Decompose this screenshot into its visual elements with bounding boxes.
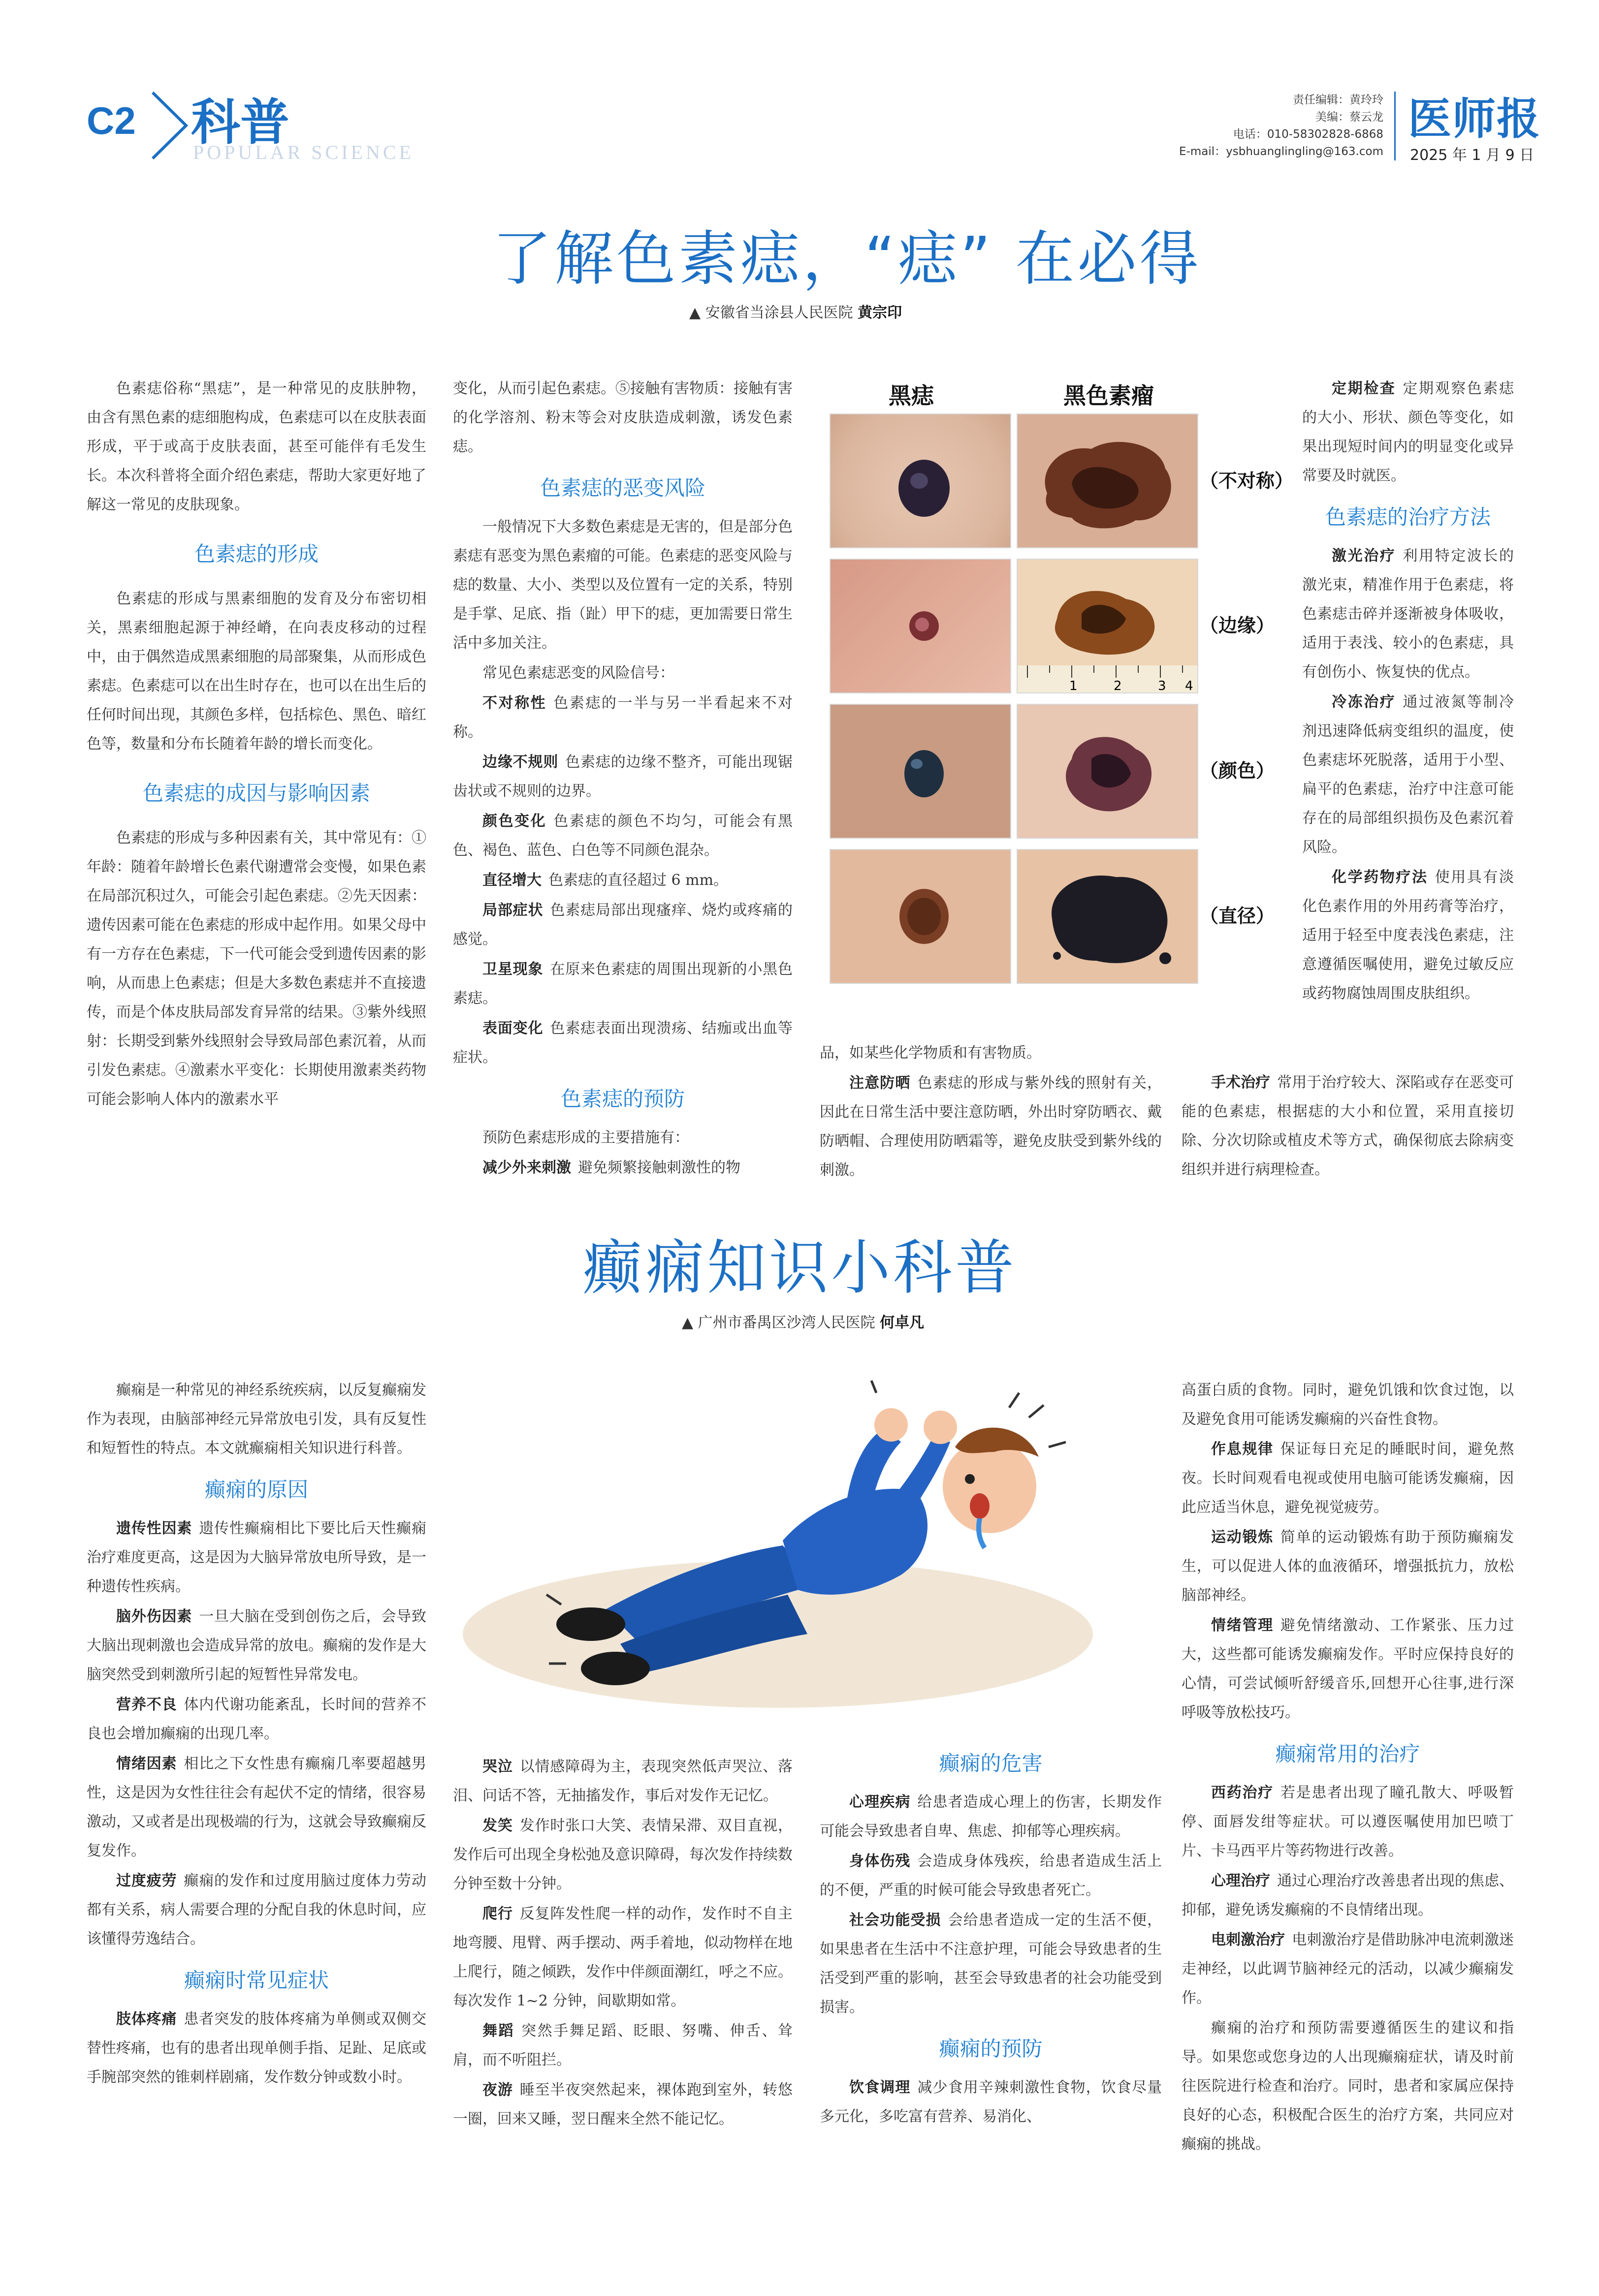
article1-column-1 xyxy=(87,374,426,1115)
article1-column-3 xyxy=(820,1038,1162,1186)
keyword-text: 色素痣的直径超过 6 mm。 xyxy=(548,872,729,889)
keyword: 心理治疗 xyxy=(1211,1872,1271,1889)
keyword-text: 睡至半夜突然起来，裸体跑到室外，转悠一圈，回来又睡，翌日醒来全然不能记忆。 xyxy=(453,2081,793,2128)
keyword-text: 避免情绪激动、工作紧张、压力过大，这些都可能诱发癫痫发作。平时应保持良好的心情，可尝试倾听舒缓音乐,回想开心往事,进行深呼吸等放松技巧。 xyxy=(1182,1617,1514,1721)
paragraph xyxy=(1302,688,1514,862)
keyword-text: 保证每日充足的睡眠时间，避免熬夜。长时间观看电视或使用电脑可能诱发癫痫，因此应适当休息，避免视觉疲劳。 xyxy=(1182,1441,1514,1516)
keyword: 激光治疗 xyxy=(1332,547,1396,565)
keyword-text: 简单的运动锻炼有助于预防癫痫发生，可以促进人体的血液循环，增强抵抗力，放松脑部神经。 xyxy=(1182,1529,1514,1604)
section-subtitle: POPULAR SCIENCE xyxy=(193,141,414,163)
article-title: 了解色素痣，“痣” 在必得 xyxy=(492,225,1202,293)
paragraph xyxy=(453,2076,793,2134)
paragraph xyxy=(1182,1925,1514,2013)
melanoma-photo xyxy=(1017,559,1198,693)
section-heading: 色素痣的治疗方法 xyxy=(1325,505,1491,529)
keyword: 夜游 xyxy=(482,2081,513,2099)
keyword-text: 若是患者出现了瞳孔散大、呼吸暂停、面唇发绀等症状。可以遵医嘱使用加巴喷丁片、卡马西平片等药物进行改善。 xyxy=(1182,1784,1514,1859)
paragraph: 色素痣俗称“黑痣”，是一种常见的皮肤肿物，由含有黑色素的痣细胞构成，色素痣可以在皮肤表面形成，平于或高于皮肤表面，甚至可能伴有毛发生长。本次科普将全面介绍色素痣，帮助大家更好地了解这一常见的皮肤现象。 xyxy=(87,380,426,513)
keyword-text: 会给患者造成一定的生活不便，如果患者在生活中不注意护理，可能会导致患者的生活受到严重的影响，甚至会导致患者的社会功能受到损害。 xyxy=(820,1912,1162,2016)
risk-sign xyxy=(453,807,793,865)
paper-logo: 医师报 xyxy=(1408,94,1541,144)
keyword-text: 反复阵发性爬一样的动作，发作时不自主地弯腰、甩臂、两手摆动、两手着地，似动物样在地上爬行，随之倾跌，发作中伴颜面潮红，呼之不应。每次发作 1~2 分钟，间歇期如常。 xyxy=(453,1905,793,2010)
paragraph: 变化，从而引起色素痣。⑤接触有害物质：接触有害的化学溶剂、粉末等会对皮肤造成刺激，诱发色素痣。 xyxy=(453,380,793,455)
keyword-text: 以情感障碍为主，表现突然低声哭泣、落泪、问话不答，无抽搐发作，事后对发作无记忆。 xyxy=(453,1758,793,1804)
header-divider xyxy=(1394,92,1396,160)
paragraph xyxy=(820,1069,1162,1185)
ruler-number: 2 xyxy=(1114,679,1122,692)
paragraph xyxy=(1302,541,1514,687)
byline-author: 何卓凡 xyxy=(880,1314,925,1331)
keyword: 卫星现象 xyxy=(482,961,544,978)
keyword-text: 相比之下女性患有癫痫几率要超越男性，这是因为女性往往会有起伏不定的情绪，很容易激动，又或者是出现极端的行为，这就会导致癫痫反复发作。 xyxy=(87,1755,427,1859)
ruler-number: 3 xyxy=(1158,679,1166,692)
keyword-text: 发作时张口大笑、表情呆滞、双目直视，发作后可出现全身松弛及意识障碍，每次发作持续数分钟至数十分钟。 xyxy=(453,1817,793,1892)
keyword: 表面变化 xyxy=(482,1020,544,1037)
paragraph xyxy=(1302,374,1514,490)
paragraph xyxy=(1182,1068,1514,1184)
keyword: 作息规律 xyxy=(1211,1441,1274,1458)
article-byline xyxy=(682,1310,1026,1332)
melanoma-photo xyxy=(1017,849,1198,984)
keyword: 电刺激治疗 xyxy=(1211,1931,1285,1949)
page-code: C2 xyxy=(87,99,136,142)
paragraph xyxy=(820,2073,1162,2131)
figure-header-right: 黑色素瘤 xyxy=(1063,382,1154,409)
keyword-text: 给患者造成心理上的伤害，长期发作可能会导致患者自卑、焦虑、抑郁等心理疾病。 xyxy=(820,1793,1162,1840)
paragraph xyxy=(87,1690,426,1748)
paragraph xyxy=(453,1153,793,1182)
article-title: 癫痫知识小科普 xyxy=(583,1234,1017,1302)
section-heading: 癫痫常用的治疗 xyxy=(1275,1742,1420,1766)
keyword: 手术治疗 xyxy=(1211,1074,1271,1091)
keyword: 化学药物疗法 xyxy=(1332,869,1428,886)
section-heading: 癫痫的原因 xyxy=(204,1478,308,1502)
article1-column-4 xyxy=(1302,374,1514,1009)
melanoma-photo xyxy=(1017,413,1198,548)
paragraph xyxy=(453,1899,793,2015)
editor-line: 美编：蔡云龙 xyxy=(1315,111,1383,124)
keyword: 遗传性因素 xyxy=(116,1520,192,1537)
paragraph xyxy=(87,1866,426,1953)
melanoma-photo xyxy=(1017,704,1198,839)
paragraph xyxy=(1182,1866,1514,1924)
keyword: 心理疾病 xyxy=(849,1793,911,1811)
seizure-illustration xyxy=(443,1378,1167,1723)
keyword-text: 在原来色素痣的周围出现新的小黑色素痣。 xyxy=(453,961,793,1007)
keyword-text: 色素痣的一半与另一半看起来不对称。 xyxy=(453,694,793,741)
nevus-photo xyxy=(830,413,1011,548)
byline-org: ▲ 安徽省当涂县人民医院 xyxy=(689,304,853,321)
article-byline xyxy=(689,300,985,322)
paragraph: 预防色素痣形成的主要措施有： xyxy=(482,1129,689,1146)
paragraph xyxy=(820,1788,1162,1846)
keyword-text: 一旦大脑在受到创伤之后，会导致大脑出现刺激也会造成异常的放电。癫痫的发作是大脑突然受到刺激所引起的短暂性异常发电。 xyxy=(87,1608,427,1683)
risk-sign xyxy=(453,1014,793,1072)
paragraph xyxy=(820,1906,1162,2022)
paragraph: 色素痣的形成与多种因素有关，其中常见有：①年龄：随着年龄增长色素代谢遭常会变慢，如果色素在局部沉积过久，可能会引起色素痣。②先天因素：遗传因素可能在色素痣的形成中起作用。如果父母中有一方存在色素痣，下一代可能会受到遗传因素的影响，从而患上色素痣；但是大多数色素痣并不直接遗传，而是个体皮肤局部发育异常的结果。③紫外线照射：长期受到紫外线照射会导致局部色素沉着，从而引发色素痣。④激素水平变化：长期使用激素类药物可能会影响人体内的激素水平 xyxy=(87,829,426,1108)
keyword-text: 利用特定波长的激光束，精准作用于色素痣，将色素痣击碎并逐渐被身体吸收，适用于表浅、较小的色素痣，具有创伤小、恢复快的优点。 xyxy=(1302,547,1514,681)
keyword-text: 通过液氮等制冷剂迅速降低病变组织的温度，使色素痣坏死脱落，适用于小型、扁平的色素痣，治疗中注意可能存在的局部组织损伤及色素沉着风险。 xyxy=(1302,693,1514,856)
risk-sign xyxy=(453,896,793,954)
keyword-text: 色素痣局部出现瘙痒、烧灼或疼痛的感觉。 xyxy=(453,902,793,948)
paragraph xyxy=(87,1602,426,1689)
keyword-text: 色素痣表面出现溃疡、结痂或出血等症状。 xyxy=(453,1020,793,1066)
keyword: 发笑 xyxy=(482,1817,513,1834)
paragraph xyxy=(820,1847,1162,1905)
paragraph: 常见色素痣恶变的风险信号： xyxy=(482,664,674,682)
ruler-number: 1 xyxy=(1069,679,1078,692)
issue-date: 2025 年 1 月 9 日 xyxy=(1410,147,1535,164)
paragraph xyxy=(1182,1435,1514,1522)
article2-column-3 xyxy=(820,1742,1162,2132)
paragraph xyxy=(87,1749,426,1865)
keyword-text: 减少食用辛辣刺激性食物，饮食尽量多元化，多吃富有营养、易消化、 xyxy=(820,2079,1162,2125)
keyword: 注意防晒 xyxy=(849,1074,911,1092)
keyword: 边缘不规则 xyxy=(482,754,559,771)
keyword: 颜色变化 xyxy=(482,813,547,830)
row-caption: （边缘） xyxy=(1200,615,1275,636)
article2-column-2 xyxy=(453,1752,793,2135)
section-heading: 癫痫时常见症状 xyxy=(184,1968,329,1992)
risk-sign xyxy=(453,748,793,806)
keyword-text: 体内代谢功能紊乱，长时间的营养不良也会增加癫痫的出现几率。 xyxy=(87,1696,427,1742)
keyword: 运动锻炼 xyxy=(1211,1529,1274,1546)
keyword: 冷冻治疗 xyxy=(1332,693,1396,711)
keyword-text: 遗传性癫痫相比下要比后天性癫痫治疗难度更高，这是因为大脑异常放电所导致，是一种遗传性疾病。 xyxy=(87,1520,427,1595)
keyword-text: 色素痣的形成与紫外线的照射有关，因此在日常生活中要注意防晒，外出时穿防晒衣、戴防晒帽、合理使用防晒霜等，避免皮肤受到紫外线的刺激。 xyxy=(820,1074,1162,1179)
row-caption: （不对称） xyxy=(1200,470,1294,492)
keyword-text: 电刺激治疗是借助脉冲电流刺激迷走神经，以此调节脑神经元的活动，以减少癫痫发作。 xyxy=(1182,1931,1514,2007)
byline-author: 黄宗印 xyxy=(858,304,902,321)
keyword: 爬行 xyxy=(482,1905,513,1922)
paragraph xyxy=(87,1514,426,1601)
keyword: 脑外伤因素 xyxy=(116,1608,192,1625)
keyword: 直径增大 xyxy=(482,872,542,889)
page-header xyxy=(0,0,1599,177)
editor-line: 责任编辑：黄玲玲 xyxy=(1293,94,1383,106)
paragraph: 癫痫是一种常见的神经系统疾病，以反复癫痫发作为表现，由脑部神经元异常放电引发，具有反复性和短暂性的特点。本文就癫痫相关知识进行科普。 xyxy=(87,1382,426,1457)
keyword-text: 色素痣的边缘不整齐，可能出现锯齿状或不规则的边界。 xyxy=(453,754,793,800)
section-heading: 色素痣的形成 xyxy=(194,542,319,566)
paragraph xyxy=(453,2016,793,2075)
keyword: 身体伤残 xyxy=(849,1853,911,1870)
paragraph: 色素痣的形成与黑素细胞的发育及分布密切相关，黑素细胞起源于神经嵴，在向表皮移动的过程中，由于偶然造成黑素细胞的局部聚集，从而形成色素痣。色素痣可以在出生时存在，也可以在出生后的任何时间出现，其颜色多样，包括棕色、黑色、暗红色等，数量和分布长随着年龄的增长而变化。 xyxy=(87,590,426,753)
paragraph xyxy=(453,1752,793,1810)
keyword-text: 通过心理治疗改善患者出现的焦虑、抑郁，避免诱发癫痫的不良情绪出现。 xyxy=(1182,1872,1514,1919)
section-title: 科普 xyxy=(191,94,289,151)
keyword-text: 会造成身体残疾，给患者造成生活上的不便，严重的时候可能会导致患者死亡。 xyxy=(820,1853,1162,1899)
editor-info xyxy=(1122,92,1383,160)
risk-sign xyxy=(453,866,793,895)
mole-comparison-figure xyxy=(820,374,1294,1034)
keyword: 不对称性 xyxy=(482,694,547,712)
nevus-photo xyxy=(830,559,1011,693)
paragraph xyxy=(1182,1778,1514,1865)
ruler-number: 4 xyxy=(1185,679,1193,692)
section-heading: 色素痣的成因与影响因素 xyxy=(142,781,370,805)
section-heading: 癫痫的预防 xyxy=(939,2037,1043,2061)
keyword: 舞蹈 xyxy=(482,2022,515,2040)
keyword-text: 定期观察色素痣的大小、形状、颜色等变化，如果出现短时间内的明显变化或异常要及时就医。 xyxy=(1302,380,1514,484)
keyword: 定期检查 xyxy=(1332,380,1396,397)
paragraph: 癫痫的治疗和预防需要遵循医生的建议和指导。如果您或您身边的人出现癫痫症状，请及时前往医院进行检查和治疗。同时，患者和家属应保持良好的心态，积极配合医生的治疗方案，共同应对癫痫的挑战。 xyxy=(1182,2019,1514,2153)
keyword: 饮食调理 xyxy=(849,2079,911,2096)
keyword: 营养不良 xyxy=(116,1696,177,1713)
keyword: 哭泣 xyxy=(482,1758,513,1775)
keyword: 西药治疗 xyxy=(1211,1784,1274,1801)
article2-column-4 xyxy=(1182,1376,1514,2160)
section-heading: 癫痫的危害 xyxy=(939,1751,1043,1775)
keyword: 局部症状 xyxy=(482,902,544,919)
keyword: 情绪因素 xyxy=(116,1755,177,1772)
keyword-text: 突然手舞足蹈、眨眼、努嘴、伸舌、耸肩，而不听阻拦。 xyxy=(453,2022,793,2069)
nevus-photo xyxy=(830,704,1011,839)
keyword-text: 避免频繁接触刺激性的物 xyxy=(578,1159,740,1176)
keyword: 减少外来刺激 xyxy=(482,1159,571,1176)
row-caption: （颜色） xyxy=(1200,760,1275,782)
paragraph: 一般情况下大多数色素痣是无害的，但是部分色素痣有恶变为黑色素瘤的可能。色素痣的恶变风险与痣的数量、大小、类型以及位置有一定的关系，特别是手掌、足底、指（趾）甲下的痣，更加需要日常生活中多加关注。 xyxy=(453,518,793,652)
byline-org: ▲ 广州市番禺区沙湾人民医院 xyxy=(682,1314,875,1331)
nevus-photo xyxy=(830,849,1011,984)
paragraph: 品，如某些化学物质和有害物质。 xyxy=(820,1044,1041,1062)
keyword: 过度疲劳 xyxy=(116,1872,177,1889)
chevron-right-icon xyxy=(148,89,192,162)
keyword-text: 使用具有淡化色素作用的外用药膏等治疗，适用于轻至中度表浅色素痣，注意遵循医嘱使用，避免过敏反应或药物腐蚀周围皮肤组织。 xyxy=(1302,869,1514,1002)
keyword-text: 常用于治疗较大、深陷或存在恶变可能的色素痣，根据痣的大小和位置，采用直接切除、分次切除或植皮术等方式，确保彻底去除病变组织并进行病理检查。 xyxy=(1182,1074,1514,1178)
paragraph xyxy=(87,2005,426,2092)
paragraph xyxy=(1182,1611,1514,1727)
keyword-text: 色素痣的颜色不均匀，可能会有黑色、褐色、蓝色、白色等不同颜色混杂。 xyxy=(453,813,793,859)
risk-sign xyxy=(453,955,793,1013)
keyword: 肢体疼痛 xyxy=(116,2011,177,2028)
paragraph xyxy=(1302,863,1514,1008)
paragraph: 高蛋白质的食物。同时，避免饥饿和饮食过饱，以及避免食用可能诱发癫痫的兴奋性食物。 xyxy=(1182,1382,1514,1428)
keyword-text: 癫痫的发作和过度用脑过度体力劳动都有关系，病人需要合理的分配自我的休息时间，应该懂得劳逸结合。 xyxy=(87,1872,427,1948)
row-caption: （直径） xyxy=(1200,905,1275,927)
keyword: 社会功能受损 xyxy=(849,1912,941,1929)
paragraph xyxy=(1182,1523,1514,1610)
article1-column-4-bottom xyxy=(1182,1068,1514,1185)
article1-column-2 xyxy=(453,374,793,1183)
article2-column-1 xyxy=(87,1376,426,2093)
keyword-text: 患者突发的肢体疼痛为单侧或双侧交替性疼痛，也有的患者出现单侧手指、足趾、足底或手腕部突然的锥刺样剧痛，发作数分钟或数小时。 xyxy=(87,2011,427,2086)
section-heading: 色素痣的预防 xyxy=(560,1087,685,1111)
editor-line: E-mail：ysbhuanglingling@163.com xyxy=(1179,145,1383,158)
section-heading: 色素痣的恶变风险 xyxy=(540,476,705,500)
keyword: 情绪管理 xyxy=(1211,1617,1274,1634)
risk-sign xyxy=(453,689,793,747)
editor-line: 电话：010-58302828-6868 xyxy=(1233,128,1383,141)
paragraph xyxy=(453,1811,793,1898)
figure-header-left: 黑痣 xyxy=(889,382,934,409)
